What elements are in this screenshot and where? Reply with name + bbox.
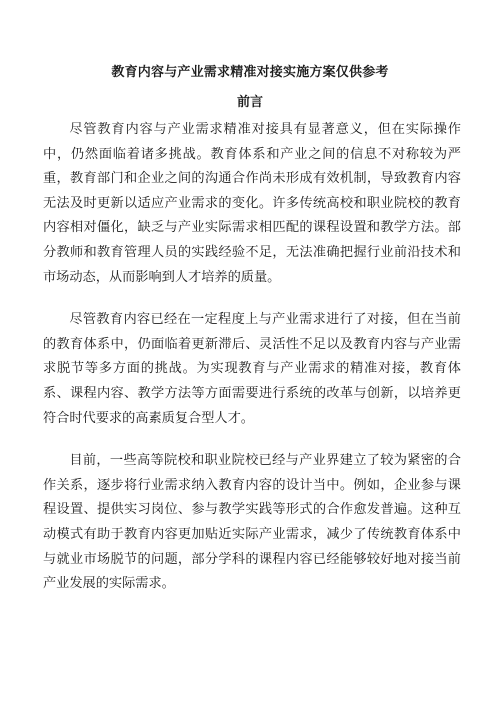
section-heading-preface: 前言 [236,95,263,110]
body-paragraph-1: 尽管教育内容与产业需求精准对接具有显著意义，但在实际操作中，仍然面临着诸多挑战。教育体系和产业之间的信息不对称较为严重，教育部门和企业之间的沟通合作尚未形成有效机制，导致教育内容无法及时更新以适应产业需求的变化。许多传统高校和职业院校的教育内容相对僵化，缺乏与产业实际需求相匹配的课程设置和教学方法。部分教师和教育管理人员的实践经验不足，无法准确把握行业前沿技术和市场动态，从而影响到人才培养的质量。 [43,122,461,285]
document-title: 教育内容与产业需求精准对接实施方案仅供参考 [111,65,389,80]
document-body [43,118,461,615]
body-paragraph-2: 尽管教育内容已经在一定程度上与产业需求进行了对接，但在当前的教育体系中，仍面临着更新滞后、灵活性不足以及教育内容与产业需求脱节等多方面的挑战。为实现教育与产业需求的精准对接，教育体系、课程内容、教学方法等方面需要进行系统的改革与创新，以培养更符合时代要求的高素质复合型人才。 [43,312,461,426]
body-paragraph-3: 目前，一些高等院校和职业院校已经与产业界建立了较为紧密的合作关系，逐步将行业需求纳入教育内容的设计当中。例如，企业参与课程设置、提供实习岗位、参与教学实践等形式的合作愈发普遍。这种互动模式有助于教育内容更加贴近实际产业需求，减少了传统教育体系中与就业市场脱节的问题，部分学科的课程内容已经能够较好地对接当前产业发展的实际需求。 [43,453,461,592]
